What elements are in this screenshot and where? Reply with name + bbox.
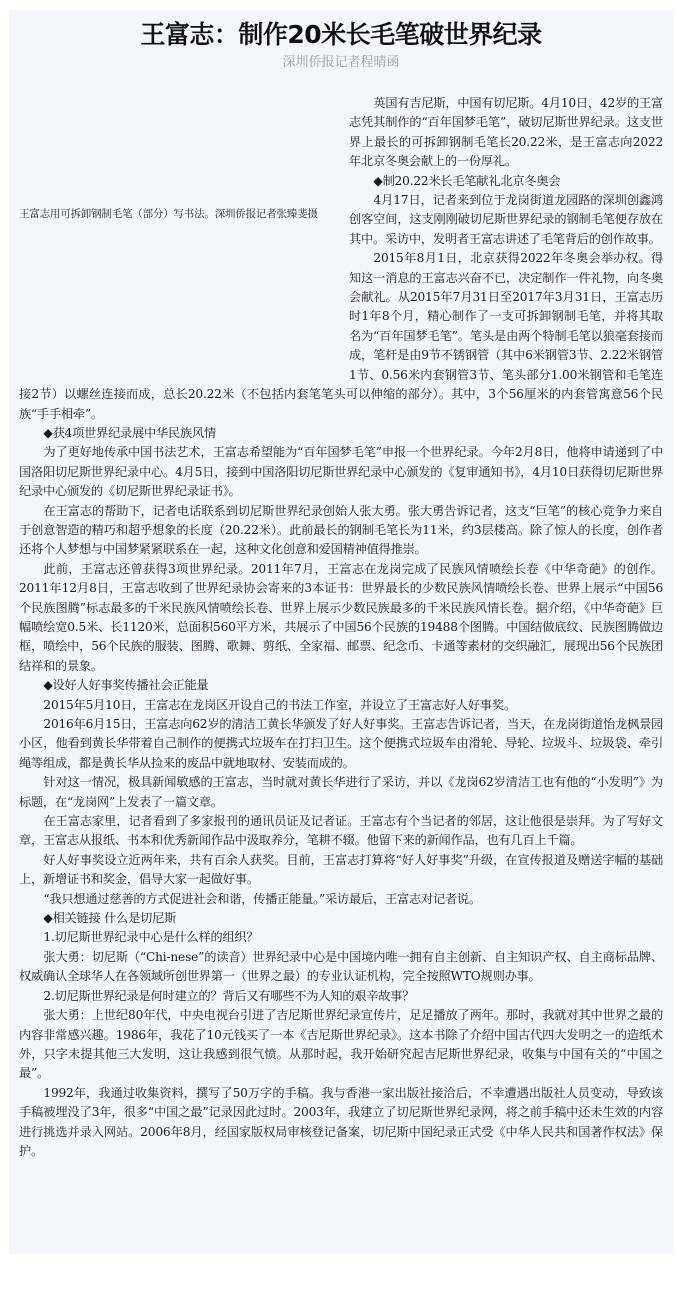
photo-caption: 王富志用可拆卸钢制毛笔（部分）写书法。深圳侨报记者张臻斐摄 (19, 208, 318, 220)
article-title: 王富志：制作20米长毛笔破世界纪录 (140, 20, 542, 49)
question: 1.切尼斯世界纪录中心是什么样的组织？ (43, 930, 259, 945)
paragraph: 2015年8月1日，北京获得2022年冬奥会举办权。得知这一消息的王富志兴奋不已，决定制作一件礼物，向冬奥会献礼。从2015年7月31日至2017年3月31日，王富志历时1年8个月，精心制作了一支可拆卸钢制毛笔，并将其取名为“百年国梦毛笔”。笔头是由两个特制毛笔以狼毫套接而成，笔杆是由9节不锈钢管（其中6米钢管3节、2.22米钢管1节、0.56米内套钢管3节、笔头部分1.00米钢管和毛笔连接2节）以螺丝连接而成，总长20.22米（不包括内套笔笔头可以伸缩的部分）。其中，3个56厘米的内套管寓意56个民族“手手相牵”。 (19, 251, 663, 421)
paragraph: 1992年，我通过收集资料，撰写了50万字的手稿。我与香港一家出版社接洽后，不幸遭遇出版社人员变动，导致该手稿被埋没了3年，很多“中国之最”记录因此过时。2003年，我建立了切尼斯世界纪录网，将之前手稿中还未生效的内容进行挑选并录入网站。2006年8月，经国家版权局审核登记备案，切尼斯中国纪录正式受《中华人民共和国著作权法》保护。 (19, 1085, 663, 1158)
article-body (19, 94, 663, 1161)
paragraph: 针对这一情况，极具新闻敏感的王富志，当时就对黄长华进行了采访，并以《龙岗62岁清洁工也有他的“小发明”》为标题，在“龙岗网”上发表了一篇文章。 (19, 775, 663, 809)
paragraph: 在王富志家里，记者看到了多家报刊的通讯员证及记者证。王富志有个当记者的邻居，这让他很是崇拜。为了写好文章，王富志从报纸、书本和优秀新闻作品中汲取养分，笔耕不辍。他留下来的新闻作品，也有几百上千篇。 (19, 814, 663, 848)
photo-figure (19, 94, 339, 374)
section-heading: ◆设好人好事奖传播社会正能量 (43, 678, 209, 693)
paragraph: “我只想通过慈善的方式促进社会和谐，传播正能量。”采访最后，王富志对记者说。 (43, 891, 481, 906)
question: 2.切尼斯世界纪录是何时建立的？背后又有哪些不为人知的艰辛故事？ (43, 988, 415, 1003)
paragraph: 英国有吉尼斯，中国有切尼斯。4月10日，42岁的王富志凭其制作的“百年国梦毛笔”，破切尼斯世界纪录。这支世界上最长的可拆卸钢制毛笔长20.22米，是王富志向2022年北京冬奥会献上的一份厚礼。 (349, 96, 663, 169)
paragraph: 好人好事奖设立近两年来，共有百余人获奖。目前，王富志打算将“好人好事奖”升级，在宣传报道及赠送字幅的基础上，新增证书和奖金，倡导大家一起做好事。 (19, 852, 663, 887)
section-heading: ◆获4项世界纪录展中华民族风情 (43, 425, 216, 440)
paragraph: 此前，王富志还曾获得3项世界纪录。2011年7月，王富志在龙岗完成了民族风情喷绘长卷《中华奇葩》的创作。2011年12月8日，王富志收到了世界纪录协会寄来的3本证书：世界最长的少数民族风情喷绘长卷、世界上展示“中国56个民族图腾”标志最多的千米民族风情喷绘长卷、世界上展示少数民族最多的千米民族风情长卷。据介绍，《中华奇葩》巨幅喷绘宽0.5米、长1120米，总面积560平方米，共展示了中国56个民族的19488个图腾。中国结做底纹、民族图腾做边框，喷绘中，56个民族的服装、图腾、歌舞、剪纸、全家福、邮票、纪念币、卡通等素材的交织融汇，展现出56个民族团结祥和的景象。 (19, 561, 663, 673)
paragraph: 2015年5月10日，王富志在龙岗区开设自己的书法工作室，并设立了王富志好人好事奖。 (43, 697, 516, 712)
article-sheet (9, 10, 673, 1254)
paragraph: 2016年6月15日，王富志向62岁的清洁工黄长华颁发了好人好事奖。王富志告诉记者，当天，在龙岗街道怡龙枫景园小区，他看到黄长华带着自己制作的便携式垃圾车在打扫卫生。这个便携式垃圾车由滑轮、导轮、垃圾斗、垃圾袋、牵引绳等组成，都是黄长华从捡来的废品中就地取材、安装而成的。 (19, 717, 663, 770)
paragraph: 张大勇：切尼斯（“Chi-nese”的读音）世界纪录中心是中国境内唯一拥有自主创新、自主知识产权、自主商标品牌、权威确认全球华人在各领域所创世界第一（世界之最）的专业认证机构，完全按照WTO规则办事。 (19, 949, 663, 984)
paragraph: 在王富志的帮助下，记者电话联系到切尼斯世界纪录创始人张大勇。张大勇告诉记者，这支“巨笔”的核心竞争力来自于创意智造的精巧和超乎想象的长度（20.22米）。此前最长的钢制毛笔长为11米，约3层楼高。除了惊人的长度，创作者还将个人梦想与中国梦紧紧联系在一起，这种文化创意和爱国精神值得推崇。 (19, 503, 663, 557)
paragraph: 为了更好地传承中国书法艺术，王富志希望能为“百年国梦毛笔”申报一个世界纪录。今年2月8日，他将申请递到了中国洛阳切尼斯世界纪录中心。4月5日，接到中国洛阳切尼斯世界纪录中心颁发的《复审通知书》，4月10日获得切尼斯世界纪录中心颁发的《切尼斯世界纪录证书》。 (19, 445, 663, 499)
article-byline: 深圳侨报记者程晴函 (282, 55, 400, 70)
section-heading: ◆相关链接 什么是切尼斯 (43, 911, 177, 926)
paragraph: 张大勇：上世纪80年代，中央电视台引进了吉尼斯世界纪录宣传片，足足播放了两年。那时，我就对其中世界之最的内容非常感兴趣。1986年，我花了10元钱买了一本《吉尼斯世界纪录》。这本书除了介绍中国古代四大发明之一的造纸术外，只字未提其他三大发明，这让我感到很气愤。从那时起，我开始研究起吉尼斯世界纪录，收集与中国有关的“中国之最”。 (19, 1008, 663, 1081)
section-heading: ◆制20.22米长毛笔献礼北京冬奥会 (373, 173, 561, 188)
paragraph: 4月17日，记者来到位于龙岗街道龙园路的深圳创鑫鸿创客空间，这支刚刚破切尼斯世界纪录的钢制毛笔便存放在其中。采访中，发明者王富志讲述了毛笔背后的创作故事。 (349, 193, 663, 246)
